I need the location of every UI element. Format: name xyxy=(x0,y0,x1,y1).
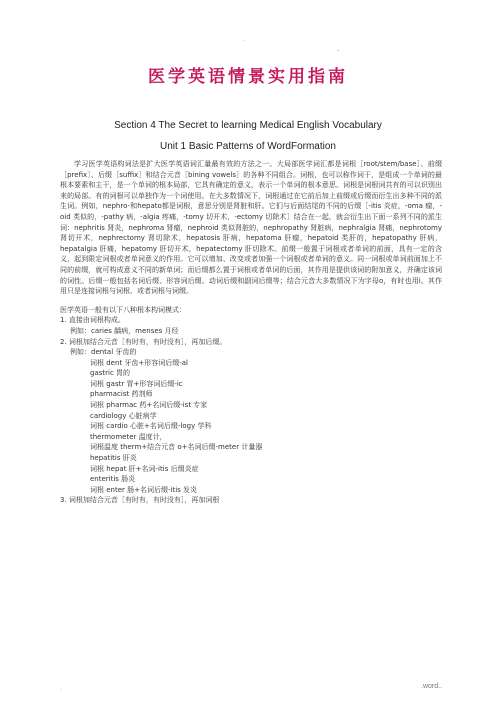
page-title: 医学英语情景实用指南 xyxy=(148,67,348,87)
list-line: 3. 词根加结合元音［有时有，有时没有］，再加词根 xyxy=(60,496,220,505)
list-line: 词根 cardio 心脏+名词后缀-logy 学科 xyxy=(90,422,212,431)
list-line: thermometer 温度计， xyxy=(90,432,167,441)
list-line: 词根 enter 肠+名词后缀-itis 发炎 xyxy=(90,485,198,494)
list-line: 词根 gastr 胃+形容词后缀-ic xyxy=(90,379,183,388)
list-line: gastric 胃的 xyxy=(90,369,131,378)
list-line: pharmacist 药剂师 xyxy=(90,390,153,399)
header-mark-right: - xyxy=(337,47,340,54)
section-heading: Section 4 The Secret to learning Medical English Vocabulary xyxy=(114,120,382,131)
list-intro: 医学英语一般有以下八种根本构词模式： xyxy=(60,305,186,314)
list-line: 例如：dental 牙齿的 xyxy=(70,348,137,357)
list-line: 词根 pharmac 药+名词后缀-ist 专家 xyxy=(90,401,208,410)
list-line: 例如：caries 龋病，menses 月经 xyxy=(70,326,179,335)
list-line: cardiology 心脏病学 xyxy=(90,411,157,420)
footer-mark-left: . xyxy=(60,685,62,692)
paragraph-gap xyxy=(60,297,442,305)
unit-heading: Unit 1 Basic Patterns of WordFormation xyxy=(160,141,336,152)
list-line: 2. 词根加结合元音［有时有，有时没有］，再加后缀。 xyxy=(60,337,227,346)
intro-paragraph: 学习医学英语构词法是扩大医学英语词汇量最有效的方法之一。大局部医学词汇都是词根［root/stem/base］、前缀［prefix］、后缀［suffix］和结合元音［bining vowels］的各种不同组合。词根，也可以称作词干，是组成一个单词的最根本要素和主干，是一个单词的根本局部，它具有确定的意义，表示一个单词的根本意思。词根是词根词共有的可以识别出来的局部。有的词根可以单独作为一个词使用。在大多数情况下，词根通过在它前后加上前缀或后缀而衍生出多种不同的派生词。例如，nephro-和hepato都是词根，意思分别是肾脏和肝。它们与后面结尾的不同的后缀［-itis 炎症，-oma 瘤，-oid 类似的，-pathy 病，-algia 疼痛，-tomy 切开术，-ectomy 切除术］结合在一起，就会衍生出下面一系列不同的派生词：nephritis 肾炎，nephroma 肾瘤，nephroid 类似肾脏的，nephropathy 肾脏病，nephralgia 肾痛，nephrotomy 肾切开术，nephrectomy 肾切除术，hepatosis 肝病，hepatoma 肝瘤，hepatoid 类肝的，hepatopathy 肝病，hepatalgia 肝痛，hepatomy 肝切开术，hepatectomy 肝切除术。前缀一般置于词根或者单词的前面，具有一定的含义，起到限定词根或者单词意义的作用。它可以增加、改变或者加强一个词根或者单词的意义。同一词根或单词前面加上不同的前缀，就可构成意义不同的新单词；而后缀都么置于词根或者单词的后面，其作用是提供该词的附加意义，并确定该词的词性。后缀一般包括名词后缀、形容词后缀、动词后缀和副词后缀等；结合元音大多数情况下为字母o，有时也用i。其作用只是连接词根与词根、或者词根与词缀。 xyxy=(60,160,442,296)
header-mark-left: . xyxy=(243,36,245,43)
list-line: 1. 直接由词根构成。 xyxy=(60,316,125,325)
document-body xyxy=(60,159,442,506)
list-line: 词根温度 therm+结合元音 o+名词后缀-meter 计量器 xyxy=(90,443,263,452)
footer-mark-right: .word.. xyxy=(421,683,443,690)
list-line: 词根 hepat 肝+名词-itis 后缀炎症 xyxy=(90,464,199,473)
list-line: enteritis 肠炎 xyxy=(90,475,136,484)
pattern-list xyxy=(60,315,442,506)
list-line: hepatitis 肝炎 xyxy=(90,454,137,463)
list-line: 词根 dent 牙齿+形容词后缀-al xyxy=(90,358,189,367)
